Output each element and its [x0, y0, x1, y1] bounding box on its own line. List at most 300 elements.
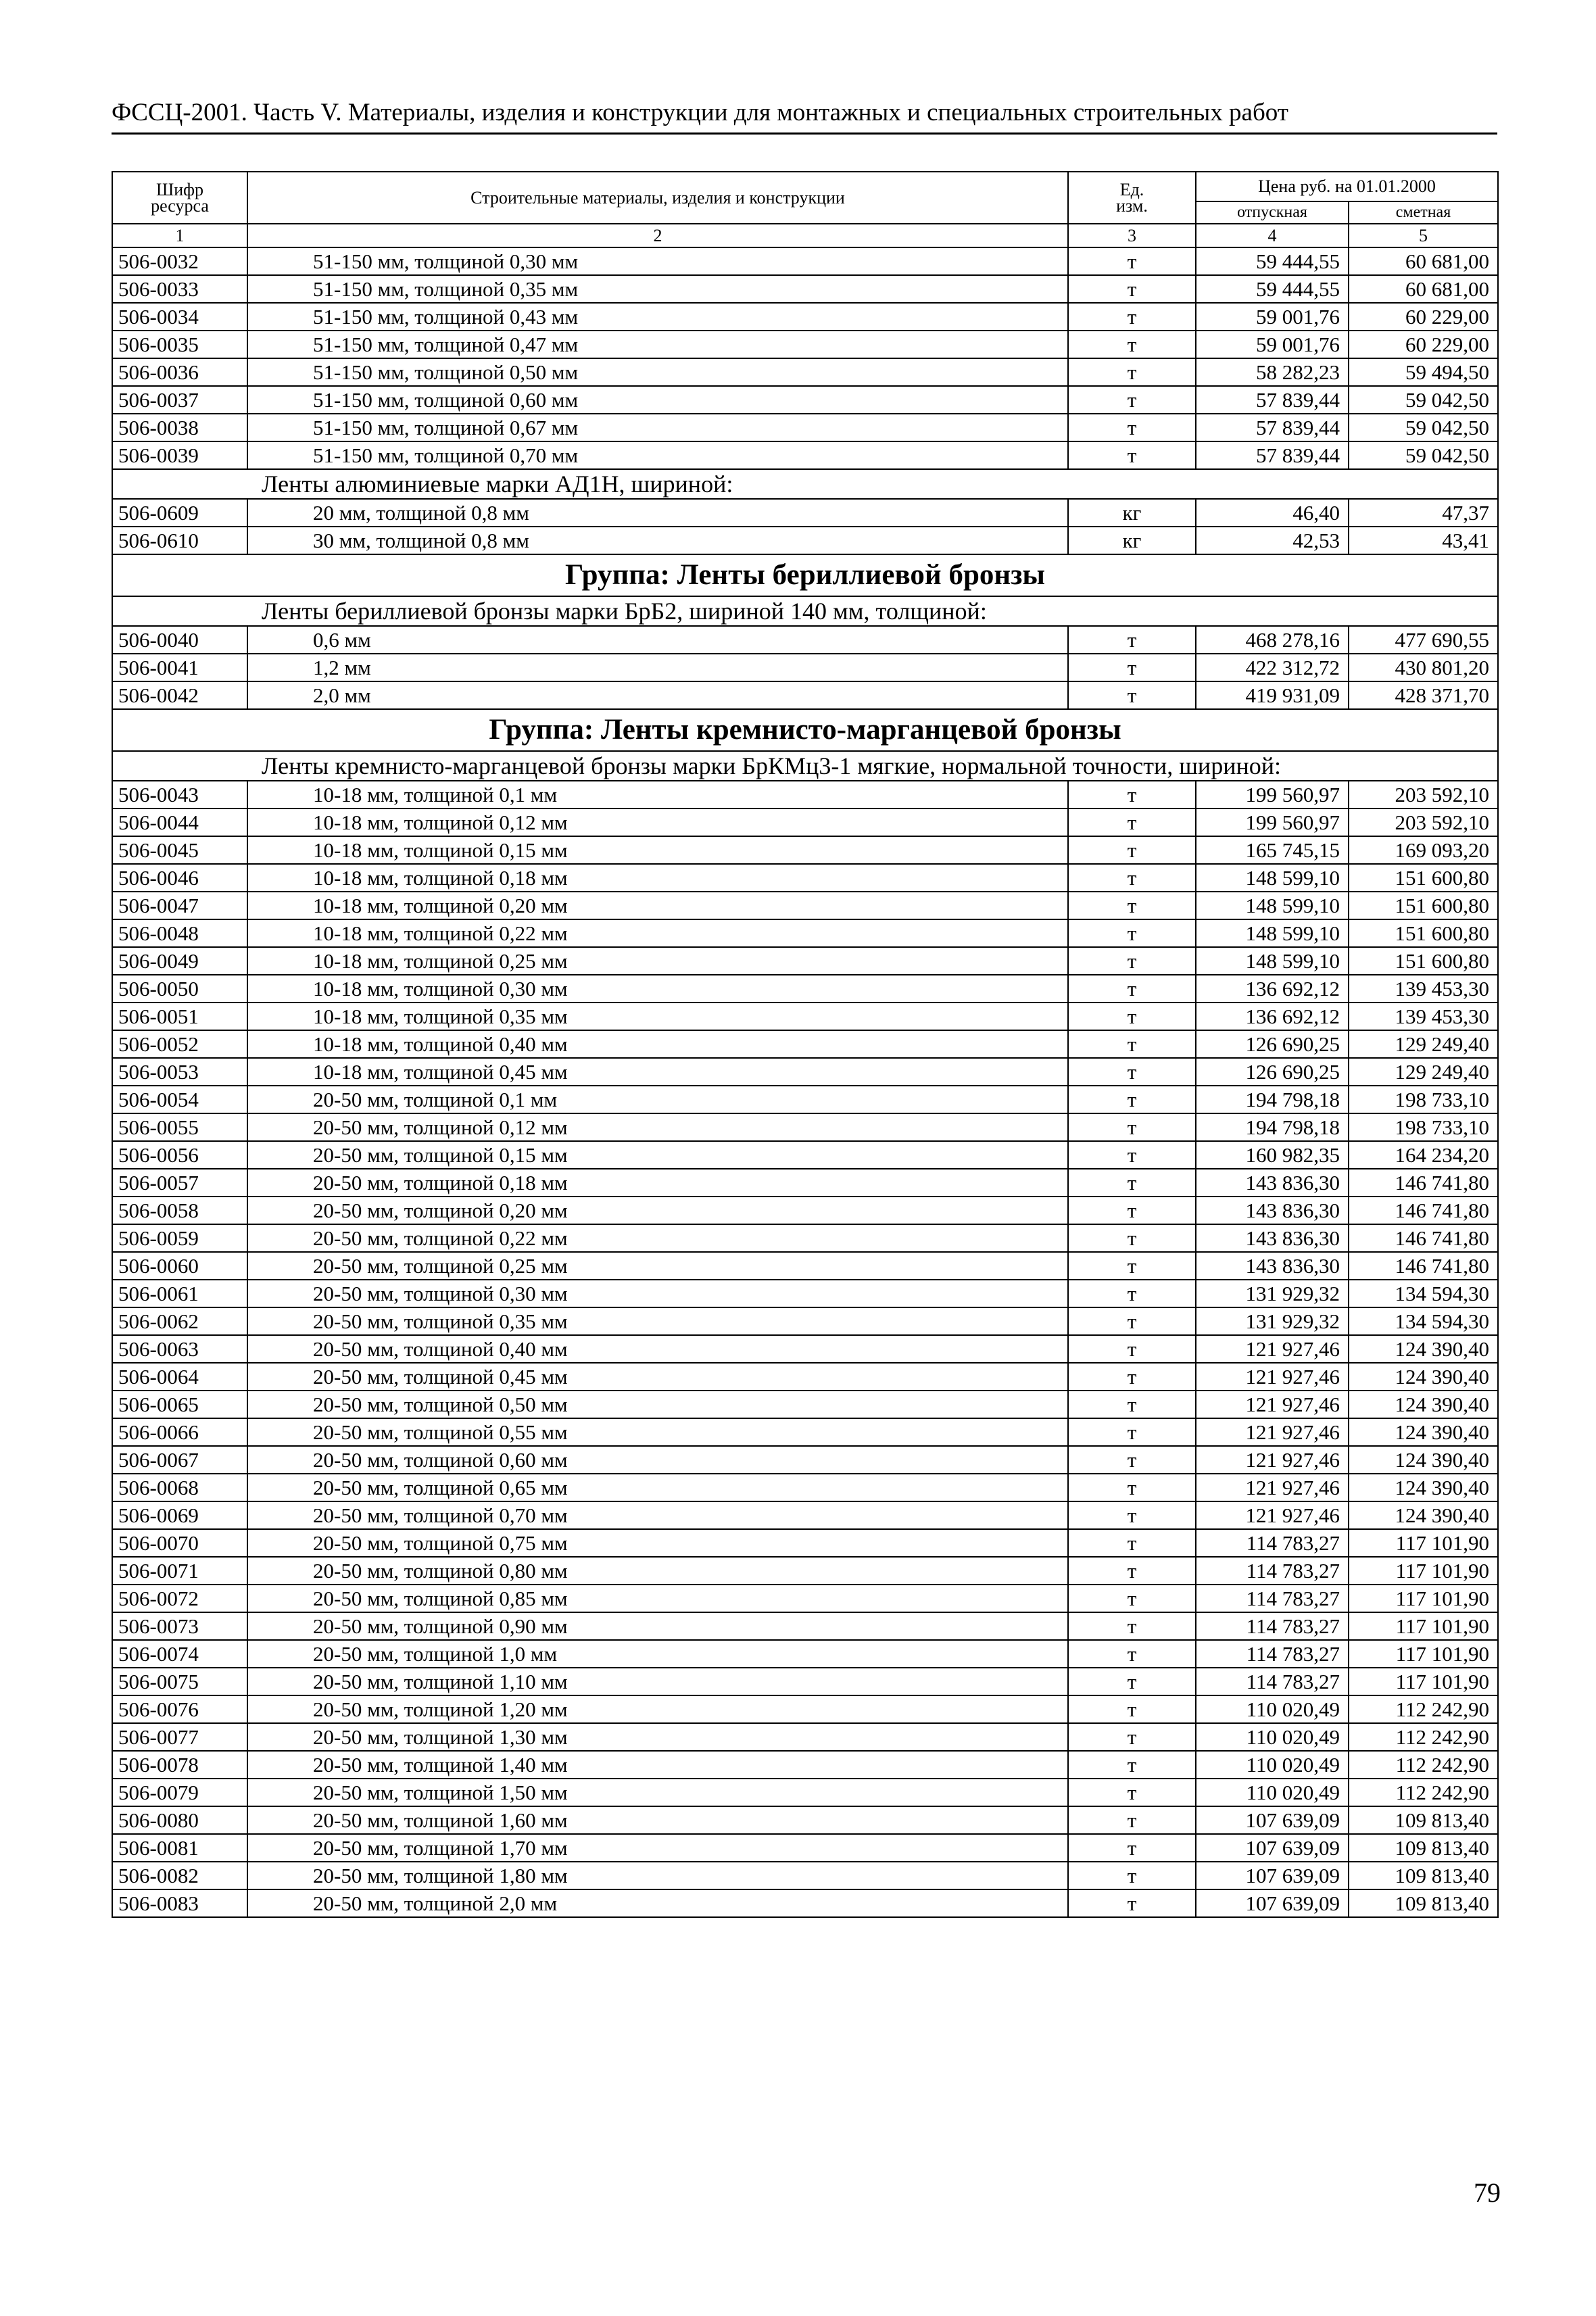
cell-code: 506-0062 [112, 1307, 247, 1335]
cell-unit: т [1068, 1612, 1196, 1640]
cell-code: 506-0052 [112, 1030, 247, 1058]
cell-code: 506-0064 [112, 1363, 247, 1391]
cell-name: 30 мм, толщиной 0,8 мм [247, 527, 1068, 554]
cell-name: 20-50 мм, толщиной 0,50 мм [247, 1391, 1068, 1418]
cell-name: 20-50 мм, толщиной 0,80 мм [247, 1557, 1068, 1585]
cell-release-price: 57 839,44 [1196, 386, 1349, 414]
cell-name: 10-18 мм, толщиной 0,30 мм [247, 975, 1068, 1003]
cell-release-price: 165 745,15 [1196, 836, 1349, 864]
cell-estimate-price: 129 249,40 [1349, 1058, 1498, 1086]
cell-unit: т [1068, 1030, 1196, 1058]
cell-unit: т [1068, 1003, 1196, 1030]
cell-code: 506-0058 [112, 1197, 247, 1224]
table-row [112, 303, 1498, 331]
cell-name: 20-50 мм, толщиной 0,35 мм [247, 1307, 1068, 1335]
cell-release-price: 143 836,30 [1196, 1224, 1349, 1252]
table-row [112, 1834, 1498, 1862]
table-row [112, 626, 1498, 654]
cell-estimate-price: 124 390,40 [1349, 1335, 1498, 1363]
cell-name: 20-50 мм, толщиной 0,75 мм [247, 1529, 1068, 1557]
cell-estimate-price: 477 690,55 [1349, 626, 1498, 654]
cell-estimate-price: 198 733,10 [1349, 1113, 1498, 1141]
cell-estimate-price: 124 390,40 [1349, 1418, 1498, 1446]
cell-estimate-price: 134 594,30 [1349, 1280, 1498, 1307]
cell-code: 506-0081 [112, 1834, 247, 1862]
table-row [112, 1307, 1498, 1335]
table-row [112, 1030, 1498, 1058]
cell-code: 506-0041 [112, 654, 247, 681]
cell-code: 506-0066 [112, 1418, 247, 1446]
cell-name: 20-50 мм, толщиной 1,30 мм [247, 1723, 1068, 1751]
cell-code: 506-0042 [112, 681, 247, 709]
column-number-1: 1 [112, 224, 247, 247]
table-row [112, 1695, 1498, 1723]
cell-unit: т [1068, 414, 1196, 441]
cell-release-price: 199 560,97 [1196, 809, 1349, 836]
cell-name: 51-150 мм, толщиной 0,43 мм [247, 303, 1068, 331]
cell-name: 10-18 мм, толщиной 0,22 мм [247, 919, 1068, 947]
cell-release-price: 42,53 [1196, 527, 1349, 554]
cell-unit: т [1068, 1557, 1196, 1585]
cell-code: 506-0070 [112, 1529, 247, 1557]
cell-code: 506-0074 [112, 1640, 247, 1668]
cell-estimate-price: 59 042,50 [1349, 386, 1498, 414]
cell-release-price: 199 560,97 [1196, 781, 1349, 809]
cell-estimate-price: 109 813,40 [1349, 1889, 1498, 1917]
table-row [112, 809, 1498, 836]
cell-release-price: 160 982,35 [1196, 1141, 1349, 1169]
cell-code: 506-0054 [112, 1086, 247, 1113]
cell-estimate-price: 60 229,00 [1349, 303, 1498, 331]
subsection-heading-row [112, 469, 1498, 499]
cell-estimate-price: 117 101,90 [1349, 1612, 1498, 1640]
cell-name: 20-50 мм, толщиной 1,80 мм [247, 1862, 1068, 1889]
cell-estimate-price: 169 093,20 [1349, 836, 1498, 864]
table-row [112, 781, 1498, 809]
cell-name: 20-50 мм, толщиной 2,0 мм [247, 1889, 1068, 1917]
cell-estimate-price: 151 600,80 [1349, 919, 1498, 947]
column-number-3: 3 [1068, 224, 1196, 247]
cell-estimate-price: 203 592,10 [1349, 809, 1498, 836]
cell-code: 506-0073 [112, 1612, 247, 1640]
cell-name: 20 мм, толщиной 0,8 мм [247, 499, 1068, 527]
cell-release-price: 114 783,27 [1196, 1668, 1349, 1695]
cell-estimate-price: 117 101,90 [1349, 1668, 1498, 1695]
cell-unit: т [1068, 681, 1196, 709]
cell-name: 20-50 мм, толщиной 0,40 мм [247, 1335, 1068, 1363]
cell-release-price: 121 927,46 [1196, 1501, 1349, 1529]
cell-release-price: 143 836,30 [1196, 1197, 1349, 1224]
cell-unit: т [1068, 1806, 1196, 1834]
cell-code: 506-0076 [112, 1695, 247, 1723]
cell-estimate-price: 112 242,90 [1349, 1723, 1498, 1751]
price-table [112, 171, 1499, 1918]
cell-release-price: 107 639,09 [1196, 1834, 1349, 1862]
cell-estimate-price: 203 592,10 [1349, 781, 1498, 809]
cell-unit: кг [1068, 499, 1196, 527]
table-row [112, 1751, 1498, 1779]
cell-unit: т [1068, 1363, 1196, 1391]
cell-code: 506-0077 [112, 1723, 247, 1751]
table-row [112, 1806, 1498, 1834]
table-row [112, 275, 1498, 303]
cell-name: 10-18 мм, толщиной 0,1 мм [247, 781, 1068, 809]
table-row [112, 1585, 1498, 1612]
cell-code: 506-0044 [112, 809, 247, 836]
column-number-5: 5 [1349, 224, 1498, 247]
header-estimate: сметная [1349, 201, 1498, 224]
table-row [112, 1280, 1498, 1307]
header-code-text: Шифр ресурса [151, 179, 209, 216]
cell-release-price: 131 929,32 [1196, 1307, 1349, 1335]
cell-unit: т [1068, 1529, 1196, 1557]
cell-code: 506-0059 [112, 1224, 247, 1252]
table-row [112, 919, 1498, 947]
cell-estimate-price: 109 813,40 [1349, 1862, 1498, 1889]
cell-name: 20-50 мм, толщиной 1,70 мм [247, 1834, 1068, 1862]
cell-release-price: 59 444,55 [1196, 247, 1349, 275]
cell-unit: т [1068, 864, 1196, 892]
cell-release-price: 126 690,25 [1196, 1058, 1349, 1086]
cell-code: 506-0069 [112, 1501, 247, 1529]
table-row [112, 1612, 1498, 1640]
cell-unit: т [1068, 1751, 1196, 1779]
cell-code: 506-0065 [112, 1391, 247, 1418]
table-row [112, 1640, 1498, 1668]
cell-release-price: 59 001,76 [1196, 303, 1349, 331]
table-row [112, 947, 1498, 975]
cell-estimate-price: 112 242,90 [1349, 1751, 1498, 1779]
cell-unit: т [1068, 1252, 1196, 1280]
cell-unit: т [1068, 1779, 1196, 1806]
cell-unit: т [1068, 1391, 1196, 1418]
cell-code: 506-0078 [112, 1751, 247, 1779]
cell-code: 506-0049 [112, 947, 247, 975]
header-name: Строительные материалы, изделия и конструкции [247, 172, 1068, 224]
cell-code: 506-0051 [112, 1003, 247, 1030]
cell-unit: т [1068, 1668, 1196, 1695]
cell-name: 51-150 мм, толщиной 0,67 мм [247, 414, 1068, 441]
cell-estimate-price: 117 101,90 [1349, 1557, 1498, 1585]
cell-estimate-price: 117 101,90 [1349, 1585, 1498, 1612]
cell-release-price: 143 836,30 [1196, 1169, 1349, 1197]
table-row [112, 1363, 1498, 1391]
cell-code: 506-0046 [112, 864, 247, 892]
cell-name: 20-50 мм, толщиной 0,70 мм [247, 1501, 1068, 1529]
cell-unit: т [1068, 1197, 1196, 1224]
group-heading-row [112, 709, 1498, 751]
cell-estimate-price: 151 600,80 [1349, 892, 1498, 919]
cell-release-price: 148 599,10 [1196, 892, 1349, 919]
cell-name: 0,6 мм [247, 626, 1068, 654]
cell-code: 506-0079 [112, 1779, 247, 1806]
cell-name: 20-50 мм, толщиной 0,1 мм [247, 1086, 1068, 1113]
cell-release-price: 136 692,12 [1196, 1003, 1349, 1030]
cell-estimate-price: 59 042,50 [1349, 441, 1498, 469]
cell-name: 20-50 мм, толщиной 1,0 мм [247, 1640, 1068, 1668]
cell-code: 506-0047 [112, 892, 247, 919]
cell-code: 506-0036 [112, 358, 247, 386]
cell-code: 506-0045 [112, 836, 247, 864]
cell-name: 20-50 мм, толщиной 0,60 мм [247, 1446, 1068, 1474]
cell-release-price: 121 927,46 [1196, 1335, 1349, 1363]
cell-release-price: 148 599,10 [1196, 947, 1349, 975]
cell-name: 20-50 мм, толщиной 1,50 мм [247, 1779, 1068, 1806]
cell-release-price: 114 783,27 [1196, 1529, 1349, 1557]
cell-estimate-price: 43,41 [1349, 527, 1498, 554]
cell-release-price: 194 798,18 [1196, 1086, 1349, 1113]
cell-estimate-price: 124 390,40 [1349, 1446, 1498, 1474]
cell-release-price: 114 783,27 [1196, 1640, 1349, 1668]
table-row [112, 331, 1498, 358]
table-row [112, 1252, 1498, 1280]
cell-release-price: 121 927,46 [1196, 1446, 1349, 1474]
cell-name: 20-50 мм, толщиной 1,20 мм [247, 1695, 1068, 1723]
cell-unit: т [1068, 1501, 1196, 1529]
cell-release-price: 114 783,27 [1196, 1612, 1349, 1640]
cell-unit: т [1068, 919, 1196, 947]
group-heading: Группа: Ленты кремнисто-марганцевой бронзы [112, 709, 1498, 751]
table-row [112, 1391, 1498, 1418]
subsection-heading-row [112, 596, 1498, 626]
cell-unit: т [1068, 1585, 1196, 1612]
cell-name: 20-50 мм, толщиной 0,55 мм [247, 1418, 1068, 1446]
cell-release-price: 194 798,18 [1196, 1113, 1349, 1141]
cell-name: 20-50 мм, толщиной 0,25 мм [247, 1252, 1068, 1280]
cell-release-price: 110 020,49 [1196, 1779, 1349, 1806]
cell-unit: т [1068, 386, 1196, 414]
table-row [112, 441, 1498, 469]
table-row [112, 1557, 1498, 1585]
cell-unit: т [1068, 654, 1196, 681]
table-row [112, 654, 1498, 681]
cell-unit: т [1068, 947, 1196, 975]
cell-estimate-price: 146 741,80 [1349, 1169, 1498, 1197]
cell-release-price: 59 001,76 [1196, 331, 1349, 358]
subsection-heading: Ленты алюминиевые марки АД1Н, шириной: [112, 469, 1498, 499]
cell-name: 10-18 мм, толщиной 0,20 мм [247, 892, 1068, 919]
cell-unit: т [1068, 1280, 1196, 1307]
table-row [112, 247, 1498, 275]
cell-code: 506-0083 [112, 1889, 247, 1917]
header-release: отпускная [1196, 201, 1349, 224]
table-row [112, 1058, 1498, 1086]
cell-estimate-price: 134 594,30 [1349, 1307, 1498, 1335]
cell-unit: т [1068, 1640, 1196, 1668]
cell-code: 506-0037 [112, 386, 247, 414]
cell-unit: т [1068, 809, 1196, 836]
cell-estimate-price: 198 733,10 [1349, 1086, 1498, 1113]
table-row [112, 414, 1498, 441]
cell-code: 506-0035 [112, 331, 247, 358]
cell-release-price: 114 783,27 [1196, 1557, 1349, 1585]
table-body [112, 247, 1498, 1917]
cell-code: 506-0063 [112, 1335, 247, 1363]
table-row [112, 1889, 1498, 1917]
table-row [112, 1723, 1498, 1751]
cell-release-price: 110 020,49 [1196, 1695, 1349, 1723]
column-number-4: 4 [1196, 224, 1349, 247]
cell-estimate-price: 151 600,80 [1349, 947, 1498, 975]
cell-code: 506-0060 [112, 1252, 247, 1280]
group-heading-row [112, 554, 1498, 596]
cell-unit: т [1068, 1169, 1196, 1197]
cell-name: 20-50 мм, толщиной 0,18 мм [247, 1169, 1068, 1197]
cell-unit: т [1068, 1113, 1196, 1141]
table-row [112, 892, 1498, 919]
cell-estimate-price: 124 390,40 [1349, 1474, 1498, 1501]
page-header: ФССЦ-2001. Часть V. Материалы, изделия и конструкции для монтажных и специальных строительных работ [112, 99, 1288, 126]
cell-unit: т [1068, 892, 1196, 919]
cell-estimate-price: 430 801,20 [1349, 654, 1498, 681]
cell-estimate-price: 117 101,90 [1349, 1529, 1498, 1557]
cell-release-price: 46,40 [1196, 499, 1349, 527]
cell-unit: т [1068, 1723, 1196, 1751]
cell-name: 51-150 мм, толщиной 0,60 мм [247, 386, 1068, 414]
cell-estimate-price: 146 741,80 [1349, 1252, 1498, 1280]
subsection-heading: Ленты бериллиевой бронзы марки БрБ2, шириной 140 мм, толщиной: [112, 596, 1498, 626]
cell-estimate-price: 151 600,80 [1349, 864, 1498, 892]
cell-release-price: 107 639,09 [1196, 1806, 1349, 1834]
cell-name: 20-50 мм, толщиной 0,65 мм [247, 1474, 1068, 1501]
cell-release-price: 121 927,46 [1196, 1474, 1349, 1501]
cell-release-price: 58 282,23 [1196, 358, 1349, 386]
cell-release-price: 57 839,44 [1196, 441, 1349, 469]
cell-unit: т [1068, 1086, 1196, 1113]
cell-release-price: 422 312,72 [1196, 654, 1349, 681]
cell-unit: т [1068, 441, 1196, 469]
table-row [112, 499, 1498, 527]
table-row [112, 1003, 1498, 1030]
subsection-heading: Ленты кремнисто-марганцевой бронзы марки БрКМц3-1 мягкие, нормальной точности, шириной: [112, 751, 1498, 781]
cell-code: 506-0071 [112, 1557, 247, 1585]
table-row [112, 864, 1498, 892]
cell-code: 506-0609 [112, 499, 247, 527]
cell-estimate-price: 129 249,40 [1349, 1030, 1498, 1058]
table-row [112, 1224, 1498, 1252]
cell-release-price: 110 020,49 [1196, 1751, 1349, 1779]
table-row [112, 527, 1498, 554]
cell-code: 506-0033 [112, 275, 247, 303]
cell-name: 20-50 мм, толщиной 1,10 мм [247, 1668, 1068, 1695]
cell-release-price: 121 927,46 [1196, 1418, 1349, 1446]
cell-code: 506-0032 [112, 247, 247, 275]
table-row [112, 1862, 1498, 1889]
cell-code: 506-0055 [112, 1113, 247, 1141]
cell-estimate-price: 124 390,40 [1349, 1363, 1498, 1391]
table-row [112, 1474, 1498, 1501]
cell-unit: т [1068, 1695, 1196, 1723]
cell-code: 506-0043 [112, 781, 247, 809]
cell-release-price: 121 927,46 [1196, 1391, 1349, 1418]
cell-code: 506-0039 [112, 441, 247, 469]
cell-unit: т [1068, 1834, 1196, 1862]
header-price: Цена руб. на 01.01.2000 [1196, 172, 1498, 201]
cell-name: 20-50 мм, толщиной 0,45 мм [247, 1363, 1068, 1391]
table-row [112, 1113, 1498, 1141]
cell-name: 51-150 мм, толщиной 0,35 мм [247, 275, 1068, 303]
cell-unit: кг [1068, 527, 1196, 554]
cell-release-price: 419 931,09 [1196, 681, 1349, 709]
cell-unit: т [1068, 1141, 1196, 1169]
cell-release-price: 126 690,25 [1196, 1030, 1349, 1058]
cell-release-price: 148 599,10 [1196, 919, 1349, 947]
header-unit-text: Ед. изм. [1116, 179, 1148, 216]
cell-estimate-price: 124 390,40 [1349, 1391, 1498, 1418]
header-unit [1068, 172, 1196, 224]
cell-estimate-price: 60 681,00 [1349, 247, 1498, 275]
cell-release-price: 110 020,49 [1196, 1723, 1349, 1751]
cell-name: 20-50 мм, толщиной 0,12 мм [247, 1113, 1068, 1141]
cell-estimate-price: 164 234,20 [1349, 1141, 1498, 1169]
cell-code: 506-0057 [112, 1169, 247, 1197]
cell-release-price: 107 639,09 [1196, 1889, 1349, 1917]
cell-name: 20-50 мм, толщиной 0,90 мм [247, 1612, 1068, 1640]
cell-release-price: 121 927,46 [1196, 1363, 1349, 1391]
cell-name: 51-150 мм, толщиной 0,30 мм [247, 247, 1068, 275]
cell-estimate-price: 146 741,80 [1349, 1197, 1498, 1224]
cell-estimate-price: 60 229,00 [1349, 331, 1498, 358]
group-heading: Группа: Ленты бериллиевой бронзы [112, 554, 1498, 596]
cell-estimate-price: 109 813,40 [1349, 1834, 1498, 1862]
cell-name: 10-18 мм, толщиной 0,35 мм [247, 1003, 1068, 1030]
cell-code: 506-0050 [112, 975, 247, 1003]
page-number: 79 [1474, 2177, 1501, 2208]
cell-name: 20-50 мм, толщиной 0,22 мм [247, 1224, 1068, 1252]
cell-estimate-price: 139 453,30 [1349, 1003, 1498, 1030]
cell-release-price: 107 639,09 [1196, 1862, 1349, 1889]
table-row [112, 1418, 1498, 1446]
cell-unit: т [1068, 1862, 1196, 1889]
cell-estimate-price: 59 494,50 [1349, 358, 1498, 386]
cell-estimate-price: 146 741,80 [1349, 1224, 1498, 1252]
table-row [112, 1169, 1498, 1197]
cell-release-price: 468 278,16 [1196, 626, 1349, 654]
cell-code: 506-0068 [112, 1474, 247, 1501]
cell-name: 20-50 мм, толщиной 0,20 мм [247, 1197, 1068, 1224]
table-row [112, 1086, 1498, 1113]
cell-code: 506-0061 [112, 1280, 247, 1307]
table-row [112, 1529, 1498, 1557]
cell-estimate-price: 124 390,40 [1349, 1501, 1498, 1529]
cell-name: 1,2 мм [247, 654, 1068, 681]
cell-unit: т [1068, 975, 1196, 1003]
table-row [112, 358, 1498, 386]
cell-code: 506-0082 [112, 1862, 247, 1889]
cell-code: 506-0067 [112, 1446, 247, 1474]
table-row [112, 1141, 1498, 1169]
cell-unit: т [1068, 1889, 1196, 1917]
cell-estimate-price: 139 453,30 [1349, 975, 1498, 1003]
table-row [112, 975, 1498, 1003]
cell-unit: т [1068, 1474, 1196, 1501]
cell-code: 506-0075 [112, 1668, 247, 1695]
cell-name: 20-50 мм, толщиной 1,40 мм [247, 1751, 1068, 1779]
cell-estimate-price: 112 242,90 [1349, 1695, 1498, 1723]
cell-estimate-price: 428 371,70 [1349, 681, 1498, 709]
cell-name: 20-50 мм, толщиной 0,85 мм [247, 1585, 1068, 1612]
cell-unit: т [1068, 275, 1196, 303]
cell-release-price: 148 599,10 [1196, 864, 1349, 892]
cell-name: 10-18 мм, толщиной 0,15 мм [247, 836, 1068, 864]
cell-name: 10-18 мм, толщиной 0,12 мм [247, 809, 1068, 836]
cell-unit: т [1068, 1418, 1196, 1446]
cell-release-price: 136 692,12 [1196, 975, 1349, 1003]
table-row [112, 1335, 1498, 1363]
cell-estimate-price: 109 813,40 [1349, 1806, 1498, 1834]
cell-name: 20-50 мм, толщиной 0,30 мм [247, 1280, 1068, 1307]
cell-name: 20-50 мм, толщиной 0,15 мм [247, 1141, 1068, 1169]
